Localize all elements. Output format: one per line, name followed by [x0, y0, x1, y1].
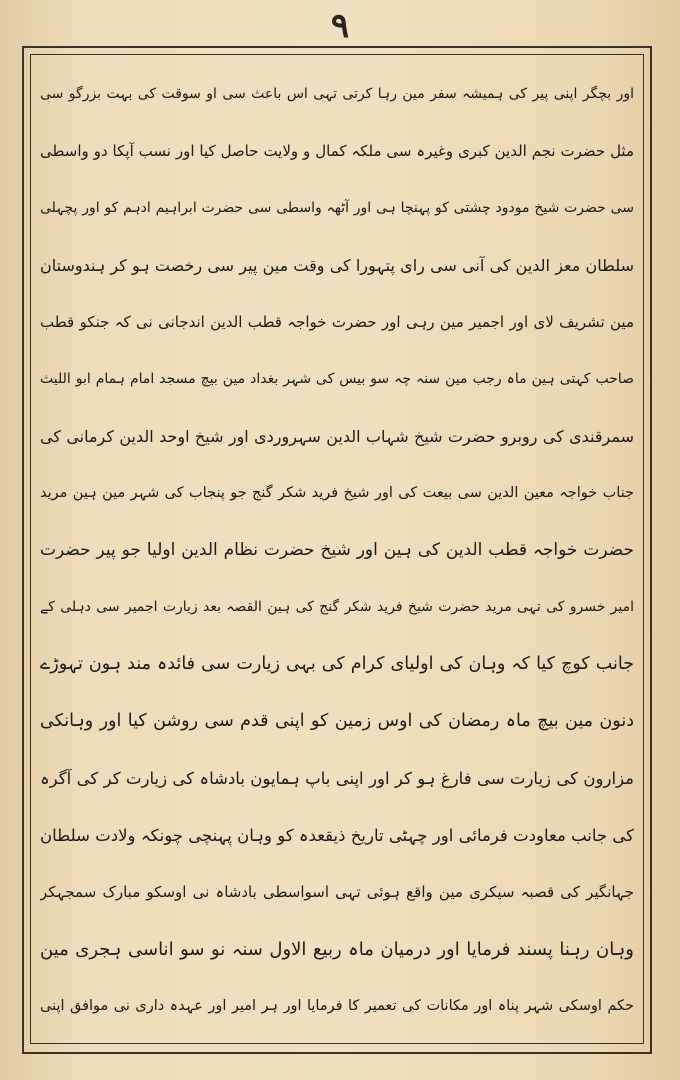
- text-line: مثل حضرت نجم الدین کبری وغیرہ سی ملکہ کمال و ولایت حاصل کیا اور نسب آپکا دو واسطی: [40, 142, 634, 160]
- page-number: ۹: [330, 6, 350, 46]
- text-line: امیر خسرو کی تہی مرید حضرت شیخ فرید شکر گنج کی ہین القصہ بعد زیارت اجمیر سی دہلی کے: [40, 599, 634, 615]
- text-line: کی جانب معاودت فرمائی اور چہٹی تاریخ ذیقعدہ کو وہان پہنچی چونکہ ولادت سلطان: [40, 826, 634, 845]
- text-line: صاحب کہتی ہین ماہ رجب مین سنہ چہ سو بیس کی شہر بغداد مین بیچ مسجد امام ہمام ابو اللیث: [40, 371, 634, 387]
- text-line: جہانگیر کی قصبہ سیکری مین واقع ہوئی تہی اسواسطی بادشاہ نی اوسکو مبارک سمجہکر: [40, 883, 634, 901]
- text-line: وہان رہنا پسند فرمایا اور درمیان ماہ ربیع الاول سنہ نو سو اناسی ہجری مین: [40, 939, 634, 960]
- text-line: اور بچگر اپنی پیر کی ہمیشہ سفر مین رہا کرتی تہی اس باعث سی او سوقت کی بہت بزرگو سی: [40, 86, 634, 102]
- text-line: جانب کوچ کیا کہ وہان کی اولیای کرام کی بہی زیارت سی فائدہ مند ہون تہوڑے: [40, 654, 634, 674]
- text-line: جناب خواجہ معین الدین سی بیعت کی اور شیخ فرید شکر گنج جو پنجاب کی شہر مین ہین مرید: [40, 485, 634, 501]
- urdu-text-block: [40, 66, 634, 1036]
- text-line: حضرت خواجہ قطب الدین کی ہین اور شیخ حضرت نظام الدین اولیا جو پیر حضرت: [40, 540, 634, 560]
- text-line: دنون مین بیچ ماہ رمضان کی اوس زمین کو اپنی قدم سی روشن کیا اور وہانکی: [40, 711, 634, 731]
- text-line: حکم اوسکی شہر پناہ اور مکانات کی تعمیر کا فرمایا اور ہر امیر اور عہدہ داری نی موافق اپنی: [40, 998, 634, 1014]
- text-line: سلطان معز الدین کی آنی سی رای پتہورا کی وقت مین پیر سی رخصت ہو کر ہندوستان: [40, 256, 634, 275]
- text-line: مین تشریف لای اور اجمیر مین رہی اور حضرت خواجہ قطب الدین اندجانی نی کہ جنکو قطب: [40, 313, 634, 331]
- text-line: سی حضرت شیخ مودود چشتی کو پہنچا ہی اور آٹھہ واسطی سی حضرت ابراہیم ادہم کو اور پچہلی: [40, 200, 634, 216]
- text-line: سمرقندی کی روبرو حضرت شیخ شہاب الدین سہروردی اور شیخ اوحد الدین کرمانی کی: [40, 427, 634, 446]
- text-line: مزارون کی زیارت سی فارغ ہو کر اور اپنی باپ ہمایون بادشاہ کی زیارت کر کی آگرہ: [40, 769, 634, 788]
